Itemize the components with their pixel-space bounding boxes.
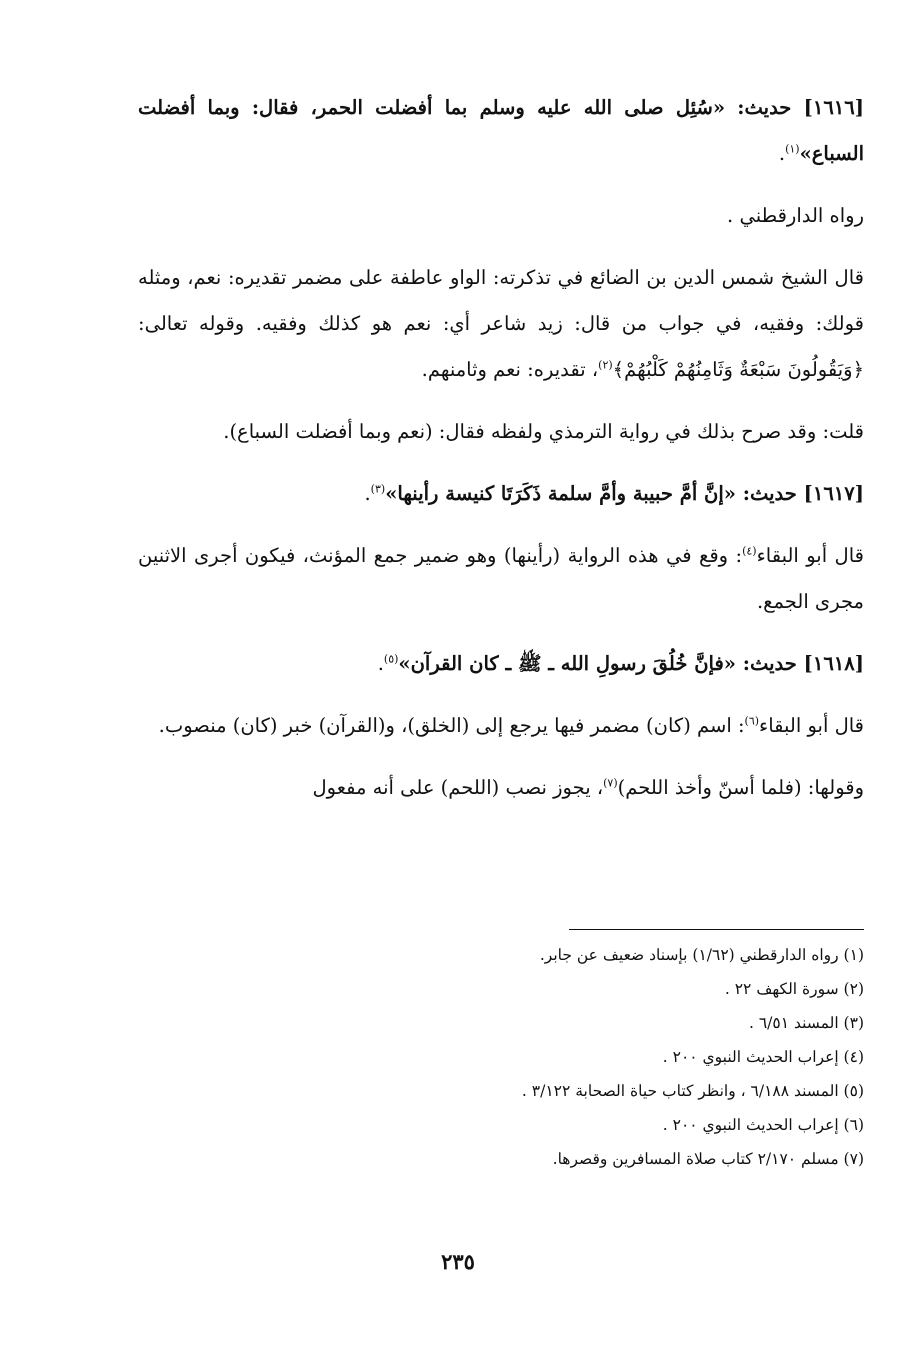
narration-note bbox=[138, 193, 864, 239]
hadith-heading: [١٦١٦] حديث: «سُئِل صلى الله عليه وسلم بما أفضلت الحمر، فقال: وبما أفضلت السباع» bbox=[138, 96, 864, 165]
paragraph-text: قال أبو البقاء bbox=[756, 544, 864, 567]
paragraph-text: وقولها: (فلما أسنّ وأخذ اللحم) bbox=[617, 776, 864, 799]
paragraph-tail: : وقع في هذه الرواية (رأينها) وهو ضمير جمع المؤنث، فيكون أجرى الاثنين مجرى الجمع. bbox=[138, 544, 864, 613]
commentary-paragraph bbox=[138, 703, 864, 749]
paragraph-text: رواه الدارقطني . bbox=[727, 204, 864, 227]
footnote: (٧) مسلم ٢/١٧٠ كتاب صلاة المسافرين وقصرها. bbox=[552, 1150, 864, 1168]
footnote-ref: (٣) bbox=[370, 482, 386, 496]
hadith-1618 bbox=[138, 641, 864, 687]
footnote-ref: (٧) bbox=[603, 776, 618, 790]
author-remark bbox=[138, 409, 864, 455]
footnote: (٥) المسند ٦/١٨٨ ، وانظر كتاب حياة الصحابة ٣/١٢٢ . bbox=[521, 1082, 864, 1100]
footnote: (١) رواه الدارقطني (١/٦٢) بإسناد ضعيف عن جابر. bbox=[539, 946, 864, 964]
commentary-paragraph bbox=[138, 255, 864, 393]
hadith-heading: [١٦١٧] حديث: «إنَّ أمَّ حبيبة وأمَّ سلمة ذَكَرَتَا كنيسة رأينها» bbox=[385, 482, 864, 505]
paragraph-tail: ، يجوز نصب (اللحم) على أنه مفعول bbox=[312, 776, 604, 799]
paragraph-text: قال أبو البقاء bbox=[759, 714, 864, 737]
paragraph-tail: . bbox=[364, 482, 371, 505]
paragraph-text: قال الشيخ شمس الدين بن الضائع في تذكرته: الواو عاطفة على مضمر تقديره: نعم، ومثله قولك: وفقيه، في جواب من قال: زيد شاعر أي: نعم هو كذلك وفقيه. وقوله تعالى: ﴿وَيَقُولُونَ سَبْعَةٌ وَثَامِنُهُمْ كَلْبُهُمْ﴾ bbox=[138, 266, 864, 381]
main-text bbox=[138, 85, 864, 811]
footnote-ref: (٥) bbox=[383, 652, 399, 666]
footnote: (٣) المسند ٦/٥١ . bbox=[749, 1014, 864, 1032]
footnote-divider bbox=[569, 929, 864, 930]
footnote-ref: (٢) bbox=[598, 358, 613, 372]
footnote: (٤) إعراب الحديث النبوي ٢٠٠ . bbox=[662, 1048, 864, 1066]
hadith-1616 bbox=[138, 85, 864, 177]
commentary-paragraph bbox=[138, 533, 864, 625]
hadith-heading: [١٦١٨] حديث: «فإنَّ خُلُقَ رسولِ الله ـ ﷺ ـ كان القرآن» bbox=[398, 652, 864, 675]
footnote: (٦) إعراب الحديث النبوي ٢٠٠ . bbox=[662, 1116, 864, 1134]
footnotes bbox=[138, 938, 864, 1176]
footnote: (٢) سورة الكهف ٢٢ . bbox=[724, 980, 864, 998]
paragraph-tail: . bbox=[778, 142, 786, 165]
commentary-paragraph bbox=[138, 765, 864, 811]
paragraph-tail: : اسم (كان) مضمر فيها يرجع إلى (الخلق)، و(القرآن) خبر (كان) منصوب. bbox=[158, 714, 745, 737]
page-number: ٢٣٥ bbox=[441, 1249, 475, 1274]
paragraph-tail: . bbox=[377, 652, 384, 675]
footnote-ref: (٦) bbox=[744, 714, 760, 728]
paragraph-text: قلت: وقد صرح بذلك في رواية الترمذي ولفظه فقال: (نعم وبما أفضلت السباع). bbox=[223, 420, 864, 443]
footnote-ref: (٤) bbox=[742, 544, 757, 558]
hadith-1617 bbox=[138, 471, 864, 517]
footnote-ref: (١) bbox=[785, 142, 800, 156]
paragraph-tail: ، تقديره: نعم وثامنهم. bbox=[421, 358, 599, 381]
